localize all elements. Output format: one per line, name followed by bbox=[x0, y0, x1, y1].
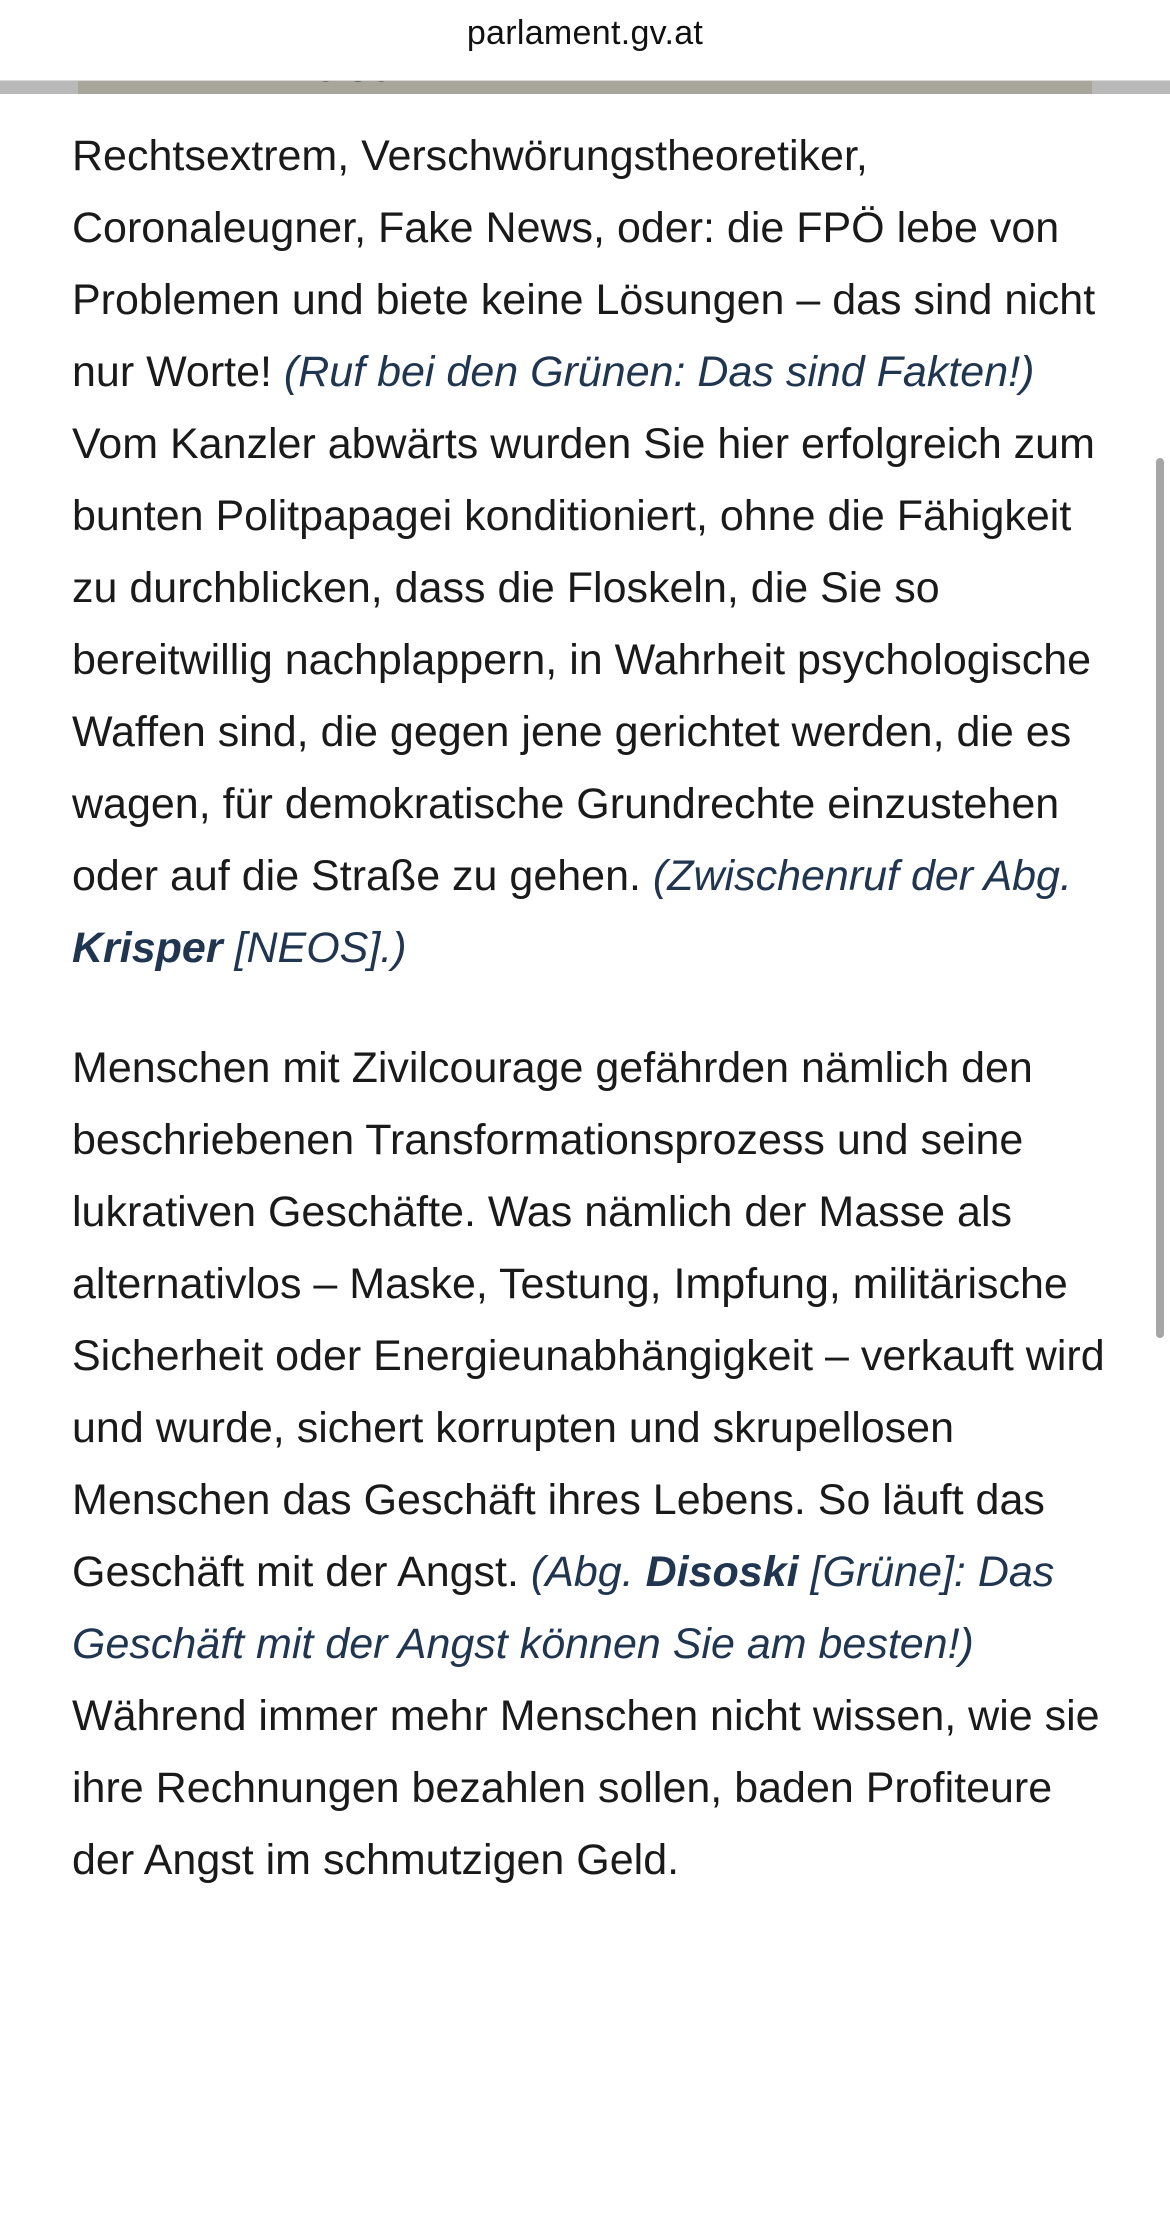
interjection-speaker: Disoski bbox=[645, 1548, 799, 1596]
url-domain[interactable]: parlament.gv.at bbox=[466, 14, 704, 52]
speech-paragraph bbox=[72, 120, 1112, 984]
previous-element-box bbox=[78, 80, 1092, 94]
previous-element-strip bbox=[0, 80, 1170, 94]
speech-text: Während immer mehr Menschen nicht wissen, wie sie ihre Rechnungen bezahlen sollen, baden Profiteure der Angst im schmutzigen Geld. bbox=[72, 1692, 1100, 1884]
interjection-text: [Grüne]: Das Geschäft mit der Angst können Sie am besten!) bbox=[72, 1548, 1055, 1668]
interjection-text: (Zwischenruf der Abg. bbox=[652, 852, 1072, 900]
speech-content bbox=[72, 120, 1112, 1896]
interjection-speaker: Krisper bbox=[72, 924, 223, 972]
interjection-text: (Ruf bei den Grünen: Das sind Fakten!) bbox=[283, 348, 1035, 396]
interjection-text: (Abg. bbox=[530, 1548, 646, 1596]
speech-text: Vom Kanzler abwärts wurden Sie hier erfolgreich zum bunten Politpapagei konditioniert, ohne die Fähigkeit zu durchblicken, dass die Floskeln, die Sie so bereitwillig nachplappern, in Wahrheit psychologische Waffen sind, die gegen jene gerichtet werden, die es wagen, für demokratische Grundrechte einzustehen oder auf die Straße zu gehen. bbox=[72, 420, 1095, 900]
interjection-text: [NEOS].) bbox=[222, 924, 407, 972]
speech-text: Menschen mit Zivilcourage gefährden nämlich den beschriebenen Transformationsprozess und seine lukrativen Geschäfte. Was nämlich der Masse als alternativlos – Maske, Testung, Impfung, militärische Sicherheit oder Energieunabhängigkeit – verkauft wird und wurde, sichert korrupten und skrupellosen Menschen das Geschäft ihres Lebens. So läuft das Geschäft mit der Angst. bbox=[72, 1044, 1105, 1596]
vertical-scrollbar[interactable] bbox=[1156, 458, 1164, 1338]
speech-text: Rechtsextrem, Verschwörungstheoretiker, Coronaleugner, Fake News, oder: die FPÖ lebe von Problemen und biete keine Lösungen – das sind nicht nur Worte! bbox=[72, 132, 1096, 396]
speech-paragraph bbox=[72, 1032, 1112, 1896]
browser-address-bar[interactable] bbox=[0, 0, 1170, 81]
